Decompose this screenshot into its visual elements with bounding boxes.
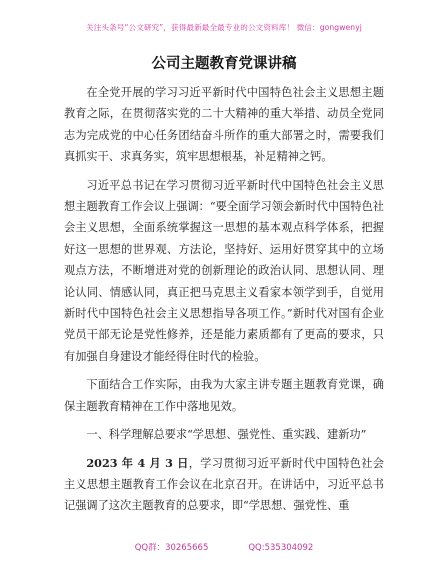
meeting-date: 2023 年 4 月 3 日 — [86, 455, 189, 470]
header-banner: 关注头条号“公文研究”，获得最新最全最专业的公文资料库！ 微信：gongwenyj — [86, 23, 362, 32]
document-body — [64, 82, 384, 524]
footer-qq-group: QQ群：30265665 — [134, 543, 209, 553]
paragraph: 习近平总书记在学习贯彻习近平新时代中国特色社会主义思想主题教育工作会议上强调：“要全面学习领会新时代中国特色社会主义思想，全面系统掌握这一思想的基本观点科学体系，把握好这一思想的世界观、方法论，坚持好、运用好贯穿其中的立场观点方法，不断增进对党的创新理论的政治认同、思想认同、理论认同、情感认同，真正把马克思主义看家本领学到手，自觉用新时代中国特色社会主义思想指导各项工作。”新时代对国有企业党员干部无论是党性修养，还是能力素质都有了更高的要求，只有加强自身建设才能经得住时代的检验。 — [64, 178, 384, 363]
document-title: 公司主题教育党课讲稿 — [151, 56, 297, 72]
footer-qq: QQ:535304092 — [248, 543, 314, 553]
paragraph: 下面结合工作实际，由我为大家主讲专题主题教育党课，确保主题教育精神在工作中落地见效。 — [64, 378, 384, 413]
section-heading: 一、科学理解总要求“学思想、强党性、重实践、建新功” — [86, 428, 367, 442]
footer — [0, 541, 448, 553]
paragraph-text: ，学习贯彻习近平新时代中国特色社会主义思想主题教育工作会议在北京召开。在讲话中，习近平总书记强调了这次主题教育的总要求，即“学思想、强党性、重 — [64, 456, 384, 513]
paragraph — [64, 453, 384, 517]
paragraph: 在全党开展的学习习近平新时代中国特色社会主义思想主题教育之际，在贯彻落实党的二十大精神的重大举措、动员全党同志为完成党的中心任务团结奋斗所作的重大部署之时，需要我们真抓实干、求真务实，筑牢思想根基，补足精神之钙。 — [64, 86, 384, 164]
